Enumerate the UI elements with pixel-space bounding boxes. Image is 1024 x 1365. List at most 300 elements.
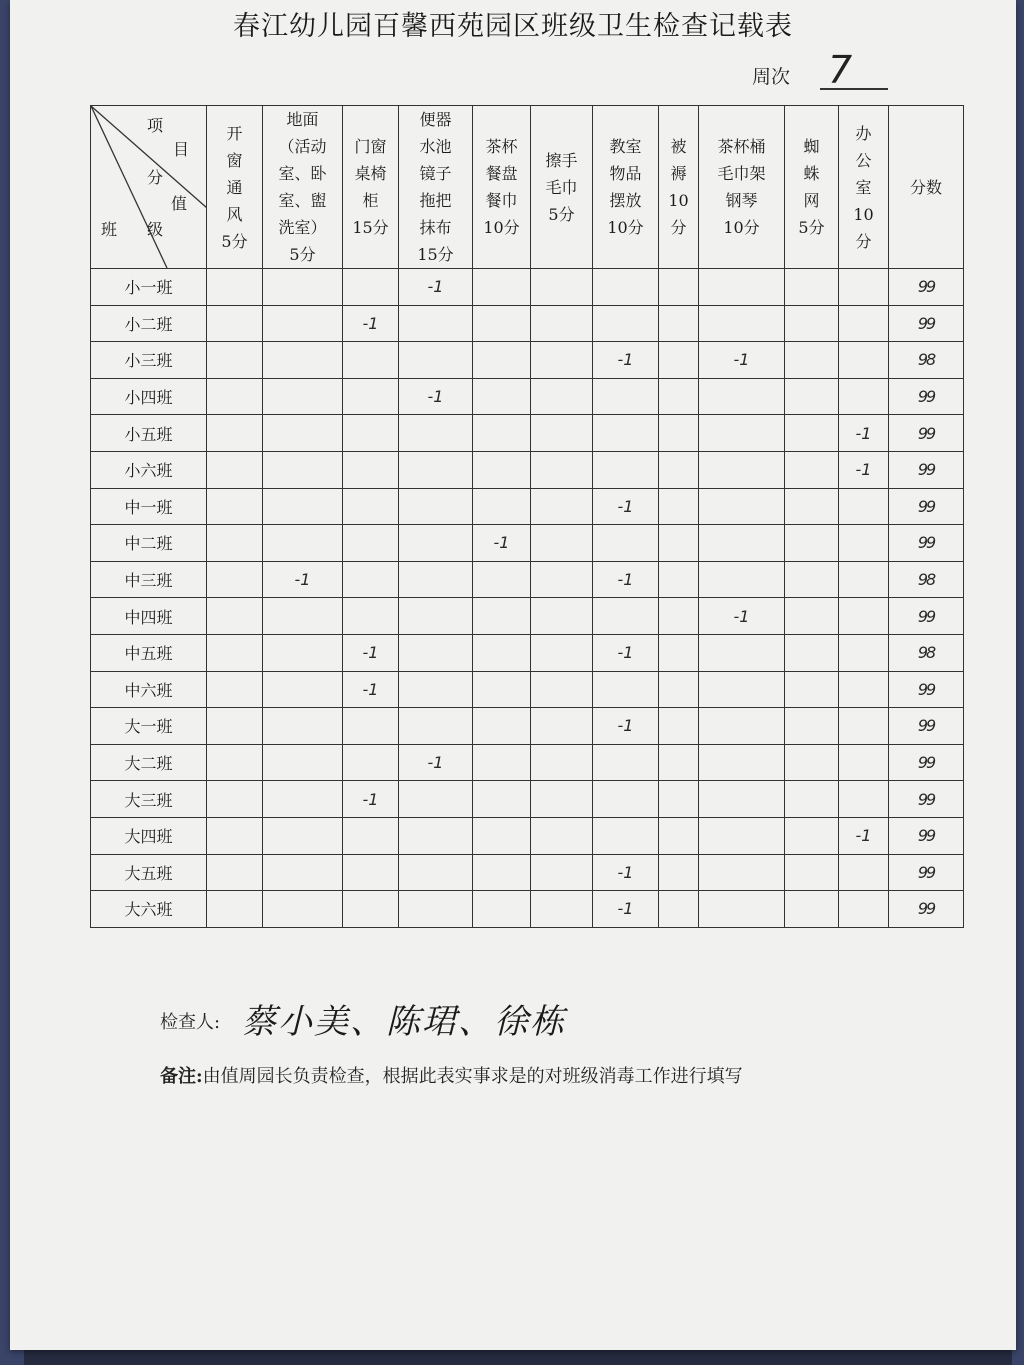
column-header-line: 毛巾 [545,177,578,197]
deduction-cell: -1 [593,854,659,891]
deduction-cell [839,488,889,525]
score-cell: 99 [889,378,964,415]
note [160,1062,743,1088]
deduction-cell [659,269,699,306]
deduction-cell [785,744,839,781]
deduction-cell [785,269,839,306]
deduction-cell: -1 [263,561,343,598]
deduction-cell: -1 [593,634,659,671]
column-header-line: 10 [853,204,874,224]
deduction-cell [399,817,473,854]
deduction-cell [839,634,889,671]
deduction-cell [699,817,785,854]
column-header-line: 物品 [609,164,642,183]
deduction-cell [473,891,531,928]
deduction-cell [699,269,785,306]
deduction-cell [839,671,889,708]
deduction-cell [343,269,399,306]
score-cell: 99 [889,854,964,891]
deduction-cell [785,415,839,452]
class-name-cell: 中六班 [91,671,207,708]
class-name-cell: 小五班 [91,415,207,452]
deduction-cell [207,269,263,306]
deduction-cell [699,634,785,671]
score-cell: 99 [889,708,964,745]
deduction-cell [473,561,531,598]
table-row [91,305,964,342]
corner-header [91,106,207,269]
table-row [91,634,964,671]
deduction-cell [531,854,593,891]
class-name-cell: 中二班 [91,525,207,562]
column-header-line: 褥 [670,164,687,183]
deduction-cell [473,342,531,379]
table-row [91,781,964,818]
note-label: 备注: [160,1066,203,1087]
deduction-cell [207,817,263,854]
deduction-cell [263,708,343,745]
column-header-line: 茶杯 [485,137,518,156]
column-header-line: 地面 [286,110,319,129]
class-name-cell: 小六班 [91,451,207,488]
deduction-cell [343,598,399,635]
deduction-cell [207,708,263,745]
score-cell: 99 [889,305,964,342]
deduction-cell [263,634,343,671]
table-row [91,525,964,562]
column-header-line: 蜘 [803,137,820,156]
deduction-cell [839,305,889,342]
deduction-cell [531,378,593,415]
deduction-cell [399,305,473,342]
column-header-line: 10 [668,191,689,210]
deduction-cell: -1 [593,342,659,379]
column-header-line: 办 [855,123,872,143]
deduction-cell [699,525,785,562]
deduction-cell [473,415,531,452]
deduction-cell: -1 [399,744,473,781]
deduction-cell [785,342,839,379]
column-header-line: 便器 [419,110,452,129]
deduction-cell [207,378,263,415]
column-header-line: 风 [226,204,243,224]
table-row [91,269,964,306]
deduction-cell [531,269,593,306]
deduction-cell [659,561,699,598]
deduction-cell [207,634,263,671]
deduction-cell: -1 [699,342,785,379]
column-header-line: 5分 [289,245,316,264]
deduction-cell [207,305,263,342]
column-header [659,106,699,269]
deduction-cell [531,305,593,342]
corner-item-1: 项 [147,116,164,135]
column-header-line: 室 [855,177,872,197]
deduction-cell [207,891,263,928]
deduction-cell [531,891,593,928]
deduction-cell [263,269,343,306]
deduction-cell [263,891,343,928]
deduction-cell [343,378,399,415]
deduction-cell [531,598,593,635]
column-header-line: 餐盘 [485,164,518,183]
deduction-cell [473,378,531,415]
class-name-cell: 中一班 [91,488,207,525]
column-header-line: 15分 [417,245,454,264]
column-header-line: 摆放 [609,191,642,210]
deduction-cell [263,451,343,488]
deduction-cell [531,671,593,708]
deduction-cell [593,525,659,562]
corner-score-2: 值 [171,194,188,213]
corner-item-2: 目 [173,140,190,159]
column-header-line: 分 [855,231,872,251]
deduction-cell: -1 [343,781,399,818]
deduction-cell [659,451,699,488]
column-header-line: 15分 [352,218,389,237]
deduction-cell [531,525,593,562]
score-cell: 99 [889,781,964,818]
deduction-cell [839,525,889,562]
deduction-cell [473,817,531,854]
score-cell: 99 [889,525,964,562]
deduction-cell [593,781,659,818]
deduction-cell [699,561,785,598]
class-name-cell: 小四班 [91,378,207,415]
class-name-cell: 大五班 [91,854,207,891]
table-row [91,488,964,525]
deduction-cell [473,854,531,891]
deduction-cell [399,561,473,598]
column-header-line: 5分 [221,231,248,251]
column-header-line: 10分 [607,218,644,237]
deduction-cell [593,671,659,708]
deduction-cell [785,817,839,854]
score-cell: 99 [889,671,964,708]
score-cell: 99 [889,269,964,306]
deduction-cell [263,817,343,854]
table-row [91,561,964,598]
corner-class-2: 级 [147,220,164,239]
deduction-cell [343,451,399,488]
deduction-cell [659,781,699,818]
deduction-cell [531,342,593,379]
deduction-cell [343,891,399,928]
deduction-cell: -1 [343,671,399,708]
table-row [91,342,964,379]
deduction-cell [593,451,659,488]
deduction-cell [263,854,343,891]
deduction-cell [473,708,531,745]
column-header-line: 被 [670,137,687,156]
deduction-cell [531,634,593,671]
deduction-cell [659,525,699,562]
deduction-cell [343,488,399,525]
class-name-cell: 中三班 [91,561,207,598]
table-body [91,269,964,928]
deduction-cell [659,342,699,379]
class-name-cell: 中五班 [91,634,207,671]
column-header-line: 分数 [909,177,942,197]
deduction-cell [263,415,343,452]
deduction-cell [839,378,889,415]
deduction-cell [399,891,473,928]
column-header-line: 分 [670,218,687,237]
class-name-cell: 中四班 [91,598,207,635]
deduction-cell [207,415,263,452]
column-header-line: 公 [855,150,872,170]
column-header-line: 毛巾架 [717,164,766,183]
deduction-cell [839,598,889,635]
deduction-cell [785,854,839,891]
column-header [889,106,964,269]
deduction-cell [839,269,889,306]
deduction-cell [839,744,889,781]
deduction-cell [839,342,889,379]
deduction-cell [785,781,839,818]
deduction-cell [659,634,699,671]
inspector-signatures: 蔡小美、陈珺、徐栋 [242,1002,566,1042]
deduction-cell [699,415,785,452]
inspector-label: 检查人: [160,1012,221,1033]
deduction-cell [263,781,343,818]
score-cell: 99 [889,891,964,928]
score-cell: 99 [889,817,964,854]
deduction-cell [343,525,399,562]
deduction-cell [699,671,785,708]
deduction-cell [263,378,343,415]
class-name-cell: 小三班 [91,342,207,379]
column-header [399,106,473,269]
column-header-line: 洗室） [278,218,327,237]
deduction-cell: -1 [343,634,399,671]
deduction-cell [207,525,263,562]
table-row [91,378,964,415]
week-label: 周次 [752,66,791,88]
deduction-cell [839,561,889,598]
column-header-line: 室、盥 [278,191,327,210]
deduction-cell [473,671,531,708]
note-text: 由值周园长负责检查，根据此表实事求是的对班级消毒工作进行填写 [202,1066,743,1087]
column-header-line: 教室 [609,137,642,156]
deduction-cell [207,598,263,635]
deduction-cell [839,854,889,891]
deduction-cell: -1 [839,451,889,488]
column-header-line: 10分 [723,218,760,237]
deduction-cell [659,488,699,525]
deduction-cell [699,708,785,745]
deduction-cell [263,744,343,781]
deduction-cell [473,488,531,525]
score-cell: 99 [889,451,964,488]
class-name-cell: 小一班 [91,269,207,306]
deduction-cell [399,634,473,671]
table-row [91,708,964,745]
deduction-cell [531,561,593,598]
deduction-cell: -1 [399,378,473,415]
column-header-line: 餐巾 [485,191,518,210]
deduction-cell [343,342,399,379]
table-row [91,744,964,781]
column-header-line: 室、卧 [278,164,327,183]
column-header-line: 钢琴 [725,191,758,210]
column-header-line: 5分 [548,204,575,224]
table-row [91,817,964,854]
deduction-cell [399,451,473,488]
deduction-cell: -1 [593,561,659,598]
column-header-line: 桌椅 [354,164,387,183]
deduction-cell [473,634,531,671]
deduction-cell [343,854,399,891]
column-header-line: 柜 [362,191,379,210]
deduction-cell [263,598,343,635]
deduction-cell [399,781,473,818]
deduction-cell [207,488,263,525]
deduction-cell [785,488,839,525]
column-header [531,106,593,269]
week-value: 7 [820,48,888,90]
deduction-cell [785,598,839,635]
column-header [263,106,343,269]
deduction-cell [659,415,699,452]
deduction-cell [785,634,839,671]
sheet-title: 春江幼儿园百馨西苑园区班级卫生检查记载表 [233,11,793,42]
deduction-cell [699,451,785,488]
score-cell: 99 [889,415,964,452]
deduction-cell [343,817,399,854]
deduction-cell: -1 [593,891,659,928]
deduction-cell [399,525,473,562]
column-header [785,106,839,269]
column-header [343,106,399,269]
deduction-cell [699,854,785,891]
deduction-cell [473,744,531,781]
table-row [91,671,964,708]
column-header-line: 镜子 [419,164,452,183]
column-header [593,106,659,269]
deduction-cell [343,744,399,781]
deduction-cell [593,744,659,781]
deduction-cell [531,817,593,854]
deduction-cell [207,781,263,818]
deduction-cell [263,525,343,562]
deduction-cell [399,598,473,635]
class-name-cell: 大三班 [91,781,207,818]
column-header-line: 窗 [226,150,243,170]
deduction-cell [699,488,785,525]
column-header-line: 抹布 [419,218,452,237]
score-cell: 99 [889,744,964,781]
table-row [91,854,964,891]
deduction-cell [659,854,699,891]
column-header-line: 茶杯桶 [717,137,766,156]
deduction-cell [785,378,839,415]
deduction-cell [473,451,531,488]
table-row [91,451,964,488]
deduction-cell [659,891,699,928]
deduction-cell [473,269,531,306]
score-cell: 98 [889,634,964,671]
corner-score-1: 分 [147,168,164,187]
deduction-cell [207,744,263,781]
corner-class-1: 班 [101,220,118,239]
deduction-cell: -1 [473,525,531,562]
deduction-cell [531,708,593,745]
column-header-line: 蛛 [803,164,820,183]
deduction-cell [207,671,263,708]
deduction-cell [839,708,889,745]
deduction-cell [839,891,889,928]
deduction-cell [263,305,343,342]
deduction-cell [593,269,659,306]
deduction-cell [839,781,889,818]
deduction-cell: -1 [343,305,399,342]
deduction-cell: -1 [593,708,659,745]
deduction-cell [699,744,785,781]
deduction-cell [207,451,263,488]
column-header [839,106,889,269]
deduction-cell [659,671,699,708]
deduction-cell [207,342,263,379]
deduction-cell [207,561,263,598]
deduction-cell [263,671,343,708]
deduction-cell [785,305,839,342]
deduction-cell [473,305,531,342]
column-header-line: 拖把 [419,191,452,210]
deduction-cell [659,744,699,781]
deduction-cell: -1 [839,817,889,854]
deduction-cell [699,781,785,818]
inspection-sheet [10,0,1016,1350]
deduction-cell [399,671,473,708]
column-header-line: 开 [226,123,243,143]
class-name-cell: 大二班 [91,744,207,781]
deduction-cell [399,415,473,452]
score-cell: 99 [889,598,964,635]
deduction-cell [399,342,473,379]
deduction-cell: -1 [699,598,785,635]
deduction-cell [343,415,399,452]
deduction-cell: -1 [399,269,473,306]
deduction-cell [473,781,531,818]
deduction-cell: -1 [593,488,659,525]
deduction-cell [593,817,659,854]
deduction-cell [593,305,659,342]
deduction-cell [343,561,399,598]
deduction-cell [531,488,593,525]
deduction-cell [343,708,399,745]
hygiene-table [90,105,964,928]
column-header-line: （活动 [278,137,327,156]
column-header [207,106,263,269]
deduction-cell [399,854,473,891]
score-cell: 98 [889,561,964,598]
table-row [91,891,964,928]
deduction-cell [699,305,785,342]
deduction-cell [399,488,473,525]
deduction-cell [207,854,263,891]
deduction-cell [785,451,839,488]
column-header-line: 10分 [483,218,520,237]
deduction-cell [785,561,839,598]
score-cell: 99 [889,488,964,525]
deduction-cell [473,598,531,635]
class-name-cell: 大四班 [91,817,207,854]
deduction-cell [659,378,699,415]
column-header-line: 5分 [798,218,825,237]
deduction-cell [531,781,593,818]
deduction-cell [785,891,839,928]
